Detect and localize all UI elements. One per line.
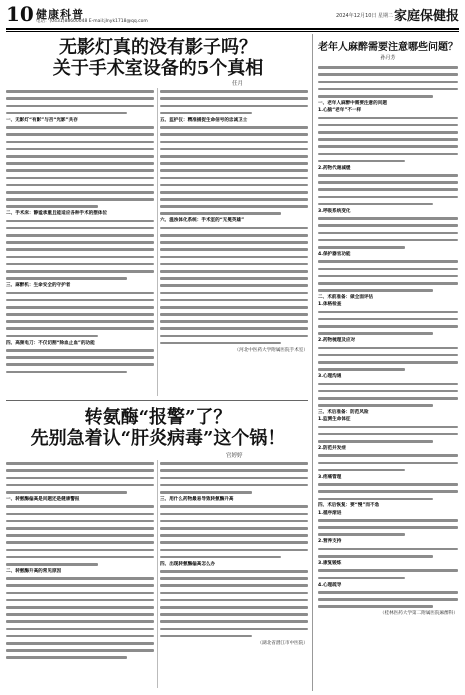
article1-subhead-5: 五、监护仪：精准捕捉生命信号的忠诚卫士 — [160, 117, 248, 123]
article1-author: 任月 — [232, 81, 244, 87]
article2-source: （湖北省潜江市中医院） — [257, 640, 308, 646]
issue-date: 2024年12月10日 星期二 — [336, 13, 394, 19]
sidebar-subhead-11: 1.监测生命体征 — [318, 417, 351, 423]
sidebar-subhead-17: 3.康复锻炼 — [318, 560, 342, 566]
article2-subhead-1: 一、转氨酶偏高是问题还是健康警报 — [6, 496, 80, 502]
article2-headline — [10, 407, 306, 449]
sidebar-subhead-6: 二、术前准备：做全面评估 — [318, 295, 374, 300]
sidebar-subhead-15: 1.循序渐进 — [318, 510, 342, 516]
section-title: 健康科普 — [36, 8, 84, 21]
sidebar-subhead-7: 1.体格检查 — [318, 302, 342, 308]
header-rule-thin — [6, 31, 459, 32]
article1-subhead-6: 六、温浊体化系统：手术室的“无冕英雄” — [160, 218, 245, 224]
article-divider — [6, 400, 308, 401]
sidebar-subhead-14: 四、术后恢复：要“慢”而不急 — [318, 503, 380, 509]
sidebar-author: 孙月芳 — [380, 55, 396, 61]
column-separator-2 — [157, 460, 158, 688]
article1-col-left — [6, 88, 154, 396]
column-separator — [157, 88, 158, 396]
article2-subhead-3: 三、用什么药物最易导致转氨酶升高 — [160, 496, 234, 502]
newspaper-brand: 家庭保健报 — [393, 9, 459, 24]
article1-headline — [10, 37, 306, 79]
sidebar-subhead-16: 2.营养支持 — [318, 539, 342, 545]
article1-title-line2: 关于手术室设备的5个真相 — [52, 58, 264, 79]
header-rule — [6, 28, 459, 30]
page-number: 10 — [6, 2, 34, 26]
article1-source: （河北中医药大学附属医院手术室） — [234, 347, 308, 353]
sidebar-title: 老年人麻醉需要注意哪些问题？ — [318, 42, 458, 53]
sidebar-subhead-12: 2.防范并发症 — [318, 445, 346, 451]
article1-subhead-2: 二、手术床：静谧承重且能适应各种手术的摆体位 — [6, 211, 108, 217]
sidebar-subhead-9: 3.心理沟通 — [318, 374, 342, 380]
sidebar-subhead-18: 4.心理疏导 — [318, 582, 342, 588]
article2-subhead-2: 二、转氨酶升高的常见原因 — [6, 568, 62, 574]
sidebar-subhead-5: 4.保护器官功能 — [318, 251, 351, 257]
sidebar-subhead-3: 2.药物代谢减缓 — [318, 165, 351, 171]
sidebar-subhead-1: 一、老年人麻醉中需要注意的问题 — [318, 100, 387, 106]
article2-author: 官婷婷 — [226, 453, 243, 459]
article1-subhead-3: 三、麻醉机：生命安全的守护者 — [6, 283, 71, 289]
sidebar-source: （桂林医药大学第二附属医院麻醉科） — [379, 611, 458, 617]
article1-title-line1: 无影灯真的没有影子吗？ — [59, 37, 257, 58]
contact-info: 电话：(0431)88600048 E-mail:jlnyk1718@qq.com — [36, 19, 148, 24]
article2-subhead-4: 四、出现转氨酶偏高怎么办 — [160, 561, 216, 567]
sidebar-subhead-2: 1.心脑“老年”不一样 — [318, 108, 362, 114]
article2-title-line2: 先别急着认“肝炎病毒”这个锅！ — [30, 428, 286, 449]
page-header — [6, 4, 459, 26]
article2-col-left — [6, 460, 154, 690]
sidebar-subhead-8: 2.药物梳理及应对 — [318, 338, 356, 344]
sidebar-body — [318, 64, 458, 690]
article1-subhead-4: 四、高频电刀：不仅切割“除血止血”的功能 — [6, 340, 95, 346]
sidebar-subhead-13: 3.疼痛管理 — [318, 474, 342, 480]
sidebar-subhead-10: 三、术后准备：防范风险 — [318, 410, 369, 415]
article1-col-right — [160, 88, 308, 396]
article2-title-line1: 转氨酶“报警”了？ — [84, 407, 232, 428]
article1-subhead-1: 一、无影灯“有影”与否“光影”共存 — [6, 117, 78, 123]
sidebar-subhead-4: 3.呼吸系统变化 — [318, 208, 351, 214]
article2-col-right — [160, 460, 308, 690]
